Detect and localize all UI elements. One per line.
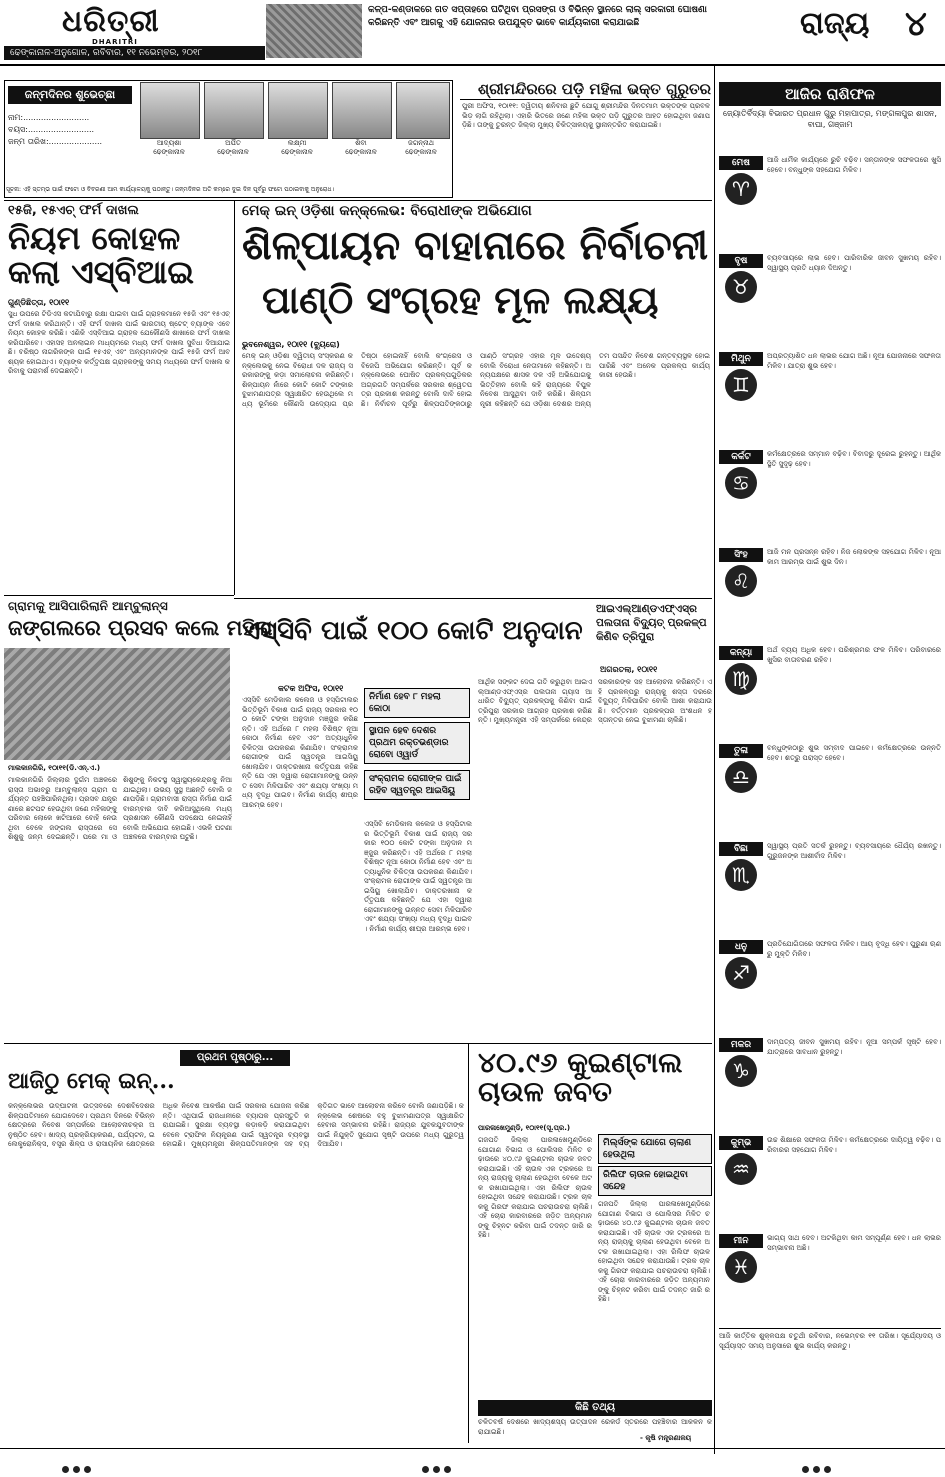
newspaper-logo: ଧରିତ୍ରୀ — [62, 4, 160, 39]
kid-photo — [268, 82, 328, 139]
page-number: ୪ — [905, 4, 927, 44]
rashi-name: ମେଷ — [719, 156, 763, 170]
rashi-name: ମିଥୁନ — [719, 352, 763, 366]
scb-highlight: ସ୍ଥାପନ ହେବ ଦେଶର ପ୍ରଥମ ରକ୍ତଭଣ୍ଡାର ରୋବୋ ଓ୍ୱାର୍ଡ — [364, 722, 470, 764]
rashi-name: ବୃଷ — [719, 254, 763, 268]
birthday-form — [8, 112, 134, 148]
facts-text: ଚଳିତବର୍ଷ ଦେଶରେ ଖାଦ୍ୟଶସ୍ୟ ଉତ୍ପାଦନ ରେକର୍ଡ ସ୍ତରରେ ପହଞ୍ଚିବାର ଆକଳନ କରାଯାଇଛି। — [478, 1418, 712, 1436]
lead-headline-line2: ପାଣ୍ଠି ସଂଗ୍ରହ ମୂଳ ଲକ୍ଷ୍ୟ — [262, 277, 659, 322]
divider — [234, 598, 712, 599]
divider — [460, 99, 710, 100]
temple-body: ପୁରୀ ଅଫିସ, ୧୦ା୧୧: ଦ୍ୱିତୀୟ ଶନିବାର ଛୁଟି ଯୋଗୁ ଶ୍ରୀମନ୍ଦିର ଦିନତମାମ ଭକ୍ତଙ୍କ ପ୍ରବଳ ଭିଡ଼ ଲାଗି ରହିଥିଲା। ଏହାରି ଭିତରେ ଜଣେ ମହିଳା ଭକ୍ତ ପଡ଼ି ଗୁରୁତର ଆହତ ହୋଇଥିବା ଜଣାପଡ଼ିଛି। ତାଙ୍କୁ ତୁରନ୍ତ ଜିଲ୍ଲା ମୁଖ୍ୟ ଚିକିତ୍ସାଳୟକୁ ସ୍ଥାନାନ୍ତରିତ କରାଯାଇଛି। — [462, 102, 710, 129]
rashi-name: ବିଛା — [719, 842, 763, 856]
rashi-sagittarius — [719, 940, 941, 1032]
rashi-text: ଆଜି ଧାର୍ମିକ କାର୍ଯ୍ୟରେ ରୁଚି ବଢ଼ିବ। ସନ୍ତାନଙ୍କ ସଫଳତାରେ ଖୁସି ହେବେ। ବନ୍ଧୁଙ୍କ ସହଯୋଗ ମିଳିବ। — [767, 156, 941, 174]
panjika-text: ଆଜି କାର୍ତ୍ତିକ ଶୁକ୍ଳପକ୍ଷ ଚତୁର୍ଥୀ ରବିବାର, ନଭେମ୍ବର ୧୧ ତାରିଖ। ସୂର୍ଯ୍ୟୋଦୟ ଓ ସୂର୍ଯ୍ୟାସ୍ତ ସମୟ ଅନୁସାରେ ଶୁଭ କାର୍ଯ୍ୟ କରନ୍ତୁ। — [719, 1332, 941, 1350]
aquarius-icon: ♒ — [725, 1153, 757, 1185]
lead-kicker: ମେକ୍ ଇନ୍ ଓଡ଼ିଶା କନ୍‌କ୍ଲେଭ: ବିରୋଧୀଙ୍କ ଅଭିଯୋଗ — [242, 203, 532, 219]
lead-headline-line1: ଶିଳ୍ପାୟନ ବାହାନାରେ ନିର୍ବାଚନୀ — [242, 222, 709, 269]
rashi-name: କନ୍ୟା — [719, 646, 763, 660]
rice-headline: ୪୦.୯୬ କୁଇଣ୍ଟାଲ ଚାଉଳ ଜବତ — [478, 1046, 683, 1109]
rashi-name: ମକର — [719, 1038, 763, 1052]
rashi-name: କର୍କଟ — [719, 450, 763, 464]
divider — [4, 595, 234, 596]
rashi-text: ଆଜି ମନ ପ୍ରସନ୍ନ ରହିବ। ନିଜ ଲୋକଙ୍କ ସହଯୋଗ ମିଳିବ। ନୂଆ କାମ ଆରମ୍ଭ ପାଇଁ ଶୁଭ ଦିନ। — [767, 548, 941, 566]
rashi-text: ବନ୍ଧୁଙ୍କଠାରୁ ଶୁଭ ସମ୍ବାଦ ପାଇବେ। କର୍ମକ୍ଷେତ୍ରରେ ଉନ୍ନତି ହେବ। ଶତ୍ରୁ ପରାସ୍ତ ହେବେ। — [767, 744, 941, 762]
capricorn-icon: ♑ — [725, 1055, 757, 1087]
rashi-pisces — [719, 1234, 941, 1326]
rice-byline: ପାରଳାଖେମୁଣ୍ଡି, ୧୦ା୧୧(ସୂ.ପ୍ର.) — [478, 1124, 571, 1132]
cancer-icon: ♋ — [725, 467, 757, 499]
dot-icon — [802, 1466, 809, 1473]
rashi-name: ମୀନ — [719, 1234, 763, 1248]
rice-highlight: ରିଲିଫ ଚାଉଳ ହୋଇଥିବା ସନ୍ଦେହ — [598, 1166, 712, 1196]
rashi-aries — [719, 156, 941, 248]
dot-icon — [444, 1466, 451, 1473]
kid-caption: ଲକ୍ଷ୍ମୀ ଢେଙ୍କାନାଳ — [281, 139, 313, 156]
dot-icon — [84, 1466, 91, 1473]
divider — [714, 64, 715, 1454]
scorpio-icon: ♏ — [725, 859, 757, 891]
delivery-photo — [4, 648, 230, 760]
dot-icon — [62, 1466, 69, 1473]
rashi-name: କୁମ୍ଭ — [719, 1136, 763, 1150]
delivery-headline: ଜଙ୍ଗଲରେ ପ୍ରସବ କଲେ ମହିଳା — [8, 615, 273, 640]
kid-caption: ଶିବା ଢେଙ୍କାନାଳ — [345, 139, 377, 156]
rashi-gemini — [719, 352, 941, 444]
sbi-byline: ଗୁଣ୍ଡିଛିତ୍ତା, ୧୦ା୧୧ — [8, 298, 70, 307]
facts-title: କିଛି ତଥ୍ୟ — [478, 1400, 712, 1416]
rashi-capricorn — [719, 1038, 941, 1130]
taurus-icon: ♉ — [725, 271, 757, 303]
rice-body: ଗଜପତି ଜିଲ୍ଲା ପାରଳାଖେମୁଣ୍ଡିରେ ଯୋଗାଣ ବିଭାଗ ଓ ପୋଲିସର ମିଳିତ ଚଢ଼ାଉରେ ୪୦.୯୬ କୁଇଣ୍ଟାଲ ଚାଉଳ ଜବତ କରାଯାଇଛି। ଏହି ଚାଉଳ ଏକ ଟ୍ରକରେ ଅନ୍ୟ ରାଜ୍ୟକୁ ଚାଲାଣ ହେଉଥିବା ବେଳେ ଅଟକ ରଖାଯାଇଥିଲା। ଏହା ରିଲିଫ ଚାଉଳ ହୋଇଥିବା ସନ୍ଦେହ କରାଯାଉଛି। ଟ୍ରକ ଚାଳକକୁ ଗିରଫ କରାଯାଇ ପଚରାଉଚରା ଚାଲିଛି। ଏହି ଚୋରା କାରବାରରେ ଜଡ଼ିତ ଅନ୍ୟମାନଙ୍କୁ ଚିହ୍ନଟ କରିବା ପାଇଁ ତଦନ୍ତ ଜାରି ରହିଛି। — [478, 1136, 592, 1239]
dot-icon — [422, 1466, 429, 1473]
dateline: ଢେଙ୍କାନାଳ-ଅନୁଗୋଳ, ରବିବାର, ୧୧ ନଭେମ୍ବର, ୨୦୧୮ — [4, 46, 265, 60]
delivery-kicker: ଗ୍ରାମକୁ ଆସିପାରିଲାନି ଆମ୍ବୁଲାନ୍ସ — [8, 599, 168, 613]
kid-photo — [332, 82, 392, 139]
footer-dots — [800, 1458, 833, 1477]
kid-photo — [396, 82, 450, 139]
scb-highlight: ନିର୍ମାଣ ହେବ ୮ ମହଲା କୋଠା — [364, 688, 470, 718]
rashi-virgo — [719, 646, 941, 738]
footer-dots — [420, 1458, 453, 1477]
rashi-text: ପ୍ରତିଯୋଗିତାରେ ସଫଳତା ମିଳିବ। ଆୟ ବୃଦ୍ଧି ହେବ। ପୁରୁଣା ଋଣରୁ ମୁକ୍ତି ମିଳିବ। — [767, 940, 941, 958]
temple-headline: ଶ୍ରୀମନ୍ଦିରରେ ପଡ଼ି ମହିଳା ଭକ୍ତ ଗୁରୁତର — [478, 80, 712, 98]
divider — [234, 200, 235, 595]
rashifal-title: ଆଜିର ରାଶିଫଳ — [719, 82, 941, 106]
delivery-body: ମାଲକାନଗିରି ଜିଲ୍ଲାର ଦୁର୍ଗମ ଅଞ୍ଚଳରେ ରାସ୍ତା ଅଭାବରୁ ଆମ୍ବୁଲାନ୍ସ ଗ୍ରାମ ପର୍ଯ୍ୟନ୍ତ ପହଞ୍ଚିପାରିନଥିଲା। ପ୍ରସବ ଯନ୍ତ୍ରଣାରେ ଛଟପଟ ହେଉଥିବା ଜଣେ ମହିଳାଙ୍କୁ ପରିବାର ଲୋକେ ଖଟିଆରେ ବୋହି ନେଉଥିବା ବେଳେ ଜଙ୍ଗଲ ରାସ୍ତାରେ ସେ ଶିଶୁକୁ ଜନ୍ମ ଦେଇଛନ୍ତି। ପରେ ମା ଓ ଶିଶୁଙ୍କୁ ନିକଟସ୍ଥ ସ୍ୱାସ୍ଥ୍ୟକେନ୍ଦ୍ରକୁ ନିଆଯାଇଥିଲା। ଉଭୟ ସୁସ୍ଥ ଅଛନ୍ତି ବୋଲି ଜଣାପଡ଼ିଛି। ଗ୍ରାମବାସୀ ରାସ୍ତା ନିର୍ମାଣ ପାଇଁ ବାରମ୍ବାର ଦାବି କରିଆସୁଥିଲେ ମଧ୍ୟ ପ୍ରଶାସନ କୌଣସି ପଦକ୍ଷେପ ନେଇନାହିଁ ବୋଲି ଅଭିଯୋଗ ହୋଇଛି। ଏଭଳି ଘଟଣା ଅଞ୍ଚଳରେ ବାରମ୍ବାର ଘଟୁଛି। — [8, 776, 232, 841]
divider — [4, 1043, 712, 1044]
rashi-text: ଦାମ୍ପତ୍ୟ ଜୀବନ ସୁଖମୟ ରହିବ। ନୂଆ ସମ୍ପର୍କ ସୃଷ୍ଟି ହେବ। ଯାତ୍ରାରେ ସାବଧାନ ରୁହନ୍ତୁ। — [767, 1038, 941, 1056]
virgo-icon: ♍ — [725, 663, 757, 695]
rashi-name: ତୁଳା — [719, 744, 763, 758]
birthday-footnote: ସୂଚନା: ଏହି ସ୍ତମ୍ଭ ପାଇଁ ଫଟୋ ଓ ବିବରଣୀ ଆମ କାର୍ଯ୍ୟାଳୟକୁ ପଠାନ୍ତୁ। ଜନ୍ମଦିନର ଅତି କମ୍‌ରେ ଦୁଇ ଦିନ ପୂର୍ବରୁ ଫଟୋ ପଠାଇବାକୁ ଅନୁରୋଧ। — [6, 186, 335, 193]
sbi-kicker: ୧୫ଜି, ୧୫ଏଚ୍ ଫର୍ମ ଦାଖଲ — [8, 203, 139, 218]
scb-body: ଏସ୍‌ସିବି ମେଡିକାଲ କଲେଜ ଓ ହସ୍ପିଟାଲର ଭିତ୍ତିଭୂମି ବିକାଶ ପାଇଁ ରାଜ୍ୟ ସରକାର ୧୦୦ କୋଟି ଟଙ୍କା ଅନୁଦାନ ମଞ୍ଜୁର କରିଛନ୍ତି। ଏହି ଅର୍ଥରେ ୮ ମହଲା ବିଶିଷ୍ଟ ନୂଆ କୋଠା ନିର୍ମାଣ ହେବ ଏବଂ ଅତ୍ୟାଧୁନିକ ଚିକିତ୍ସା ଉପକରଣ କିଣାଯିବ। ସଂକ୍ରାମକ ରୋଗୀଙ୍କ ପାଇଁ ସ୍ୱତନ୍ତ୍ର ଆଇସିୟୁ ଖୋଲାଯିବ। ଡାକ୍ତରଖାନା କର୍ତ୍ତୃପକ୍ଷ କହିଛନ୍ତି ଯେ ଏହା ଦ୍ୱାରା ରୋଗୀମାନଙ୍କୁ ଉନ୍ନତ ସେବା ମିଳିପାରିବ ଏବଂ ଶଯ୍ୟା ସଂଖ୍ୟା ମଧ୍ୟ ବୃଦ୍ଧି ପାଇବ। ନିର୍ମାଣ କାର୍ଯ୍ୟ ଶୀଘ୍ର ଆରମ୍ଭ ହେବ। — [242, 696, 358, 809]
aries-icon: ♈ — [725, 173, 757, 205]
kid-caption: ଅର୍ପିତ ଢେଙ୍କାନାଳ — [217, 139, 249, 156]
top-brief: କଳ୍ପ-କଣ୍ଡାକରେ ଗତ ସପ୍ତାହରେ ଘଟିଥିବା ପ୍ରସଙ୍ଗ ଓ ବିଭିନ୍ନ ସ୍ଥାନରେ ଲାଲ୍ ସରକାରୀ ଘୋଷଣା କରିଛନ୍ତି ଏବଂ ଆଗକୁ ଏହି ଯୋଜନାର ଉପଯୁକ୍ତ ଭାବେ କାର୍ଯ୍ୟକାରୀ କରାଯାଇଛି — [368, 5, 707, 28]
rashi-aquarius — [719, 1136, 941, 1228]
sbi-headline: ନିୟମ କୋହଳ କଲା ଏସ୍‌ବିଆଇ — [8, 219, 194, 291]
divider — [719, 1328, 941, 1329]
kid-caption: ଆଦ୍ୟଶା ଢେଙ୍କାନାଳ — [153, 139, 185, 156]
continued-headline: ଆଜିଠୁ ମେକ୍ ଇନ୍... — [8, 1068, 175, 1094]
rashi-text: ଉଚ୍ଚ ଶିକ୍ଷାରେ ସଫଳତା ମିଳିବ। କର୍ମକ୍ଷେତ୍ରରେ ଦାୟିତ୍ୱ ବଢ଼ିବ। ପରିବାରର ସହଯୋଗ ମିଳିବ। — [767, 1136, 941, 1154]
scb-headline: ଏସ୍‌ସିବି ପାଇଁ ୧୦୦ କୋଟି ଅନୁଦାନ — [242, 616, 583, 646]
footer-rule — [0, 1448, 945, 1449]
power-body: ଆର୍ଥିକ ସଙ୍କଟ ଦେଇ ଗତି କରୁଥିବା ଆଇଏଲ୍‌ଆଣ୍ଡଏଫ୍‌ଏସ୍‌ର ପଲତାନା ଗ୍ୟାସ ଆଧାରିତ ବିଦ୍ୟୁତ୍ ପ୍ରକଳ୍ପକୁ କିଣିବା ପାଇଁ ତ୍ରିପୁରା ସରକାର ଆଗ୍ରହ ପ୍ରକାଶ କରିଛନ୍ତି। ମୁଖ୍ୟମନ୍ତ୍ରୀ ଏହି ସମ୍ପର୍କରେ କେନ୍ଦ୍ର ସରକାରଙ୍କ ସହ ଆଲୋଚନା କରିଛନ୍ତି। ଏହି ପ୍ରକଳ୍ପରୁ ରାଜ୍ୟକୁ ଶସ୍ତା ଦରରେ ବିଦ୍ୟୁତ୍ ମିଳିପାରିବ ବୋଲି ଆଶା କରାଯାଉଛି। ବର୍ତ୍ତମାନ ପ୍ରକଳ୍ପର ଅଂଶଧନ ହସ୍ତାନ୍ତର ନେଇ ବୁଝାମଣା ଚାଲିଛି। — [478, 678, 712, 724]
scb-byline: କଟକ ଅଫିସ, ୧୦ା୧୧ — [278, 684, 344, 693]
sagittarius-icon: ♐ — [725, 957, 757, 989]
rashi-name: ସିଂହ — [719, 548, 763, 562]
power-headline: ଆଇଏଲ୍‌ଆଣ୍ଡଏଫ୍‌ଏସ୍‌ର ପଲତାନା ବିଦ୍ୟୁତ୍ ପ୍ରକଳ୍ପ କିଣିବ ତ୍ରିପୁରା — [596, 603, 707, 643]
dot-icon — [433, 1466, 440, 1473]
kid-caption: ଜଗନ୍ନାଥ ଢେଙ୍କାନାଳ — [405, 139, 437, 156]
gemini-icon: ♊ — [725, 369, 757, 401]
rashi-libra — [719, 744, 941, 836]
libra-icon: ♎ — [725, 761, 757, 793]
rice-highlight: ମିଲ୍‌ର୍ସଙ୍କ ଯୋଗେ ଚାଲାଣ ହେଉଥିଲା — [598, 1134, 712, 1164]
rashi-text: ଭାଗ୍ୟ ସାଥ ଦେବ। ଅଟକିଥିବା କାମ ସମ୍ପୂର୍ଣ୍ଣ ହେବ। ଧନ ଲାଭର ସମ୍ଭାବନା ଅଛି। — [767, 1234, 941, 1252]
rashi-text: ଅପ୍ରତ୍ୟାଶିତ ଧନ ଲାଭର ଯୋଗ ଅଛି। ନୂଆ ଯୋଜନାରେ ସଫଳତା ମିଳିବ। ଯାତ୍ରା ଶୁଭ ହେବ। — [767, 352, 941, 370]
pisces-icon: ♓ — [725, 1251, 757, 1283]
rice-body-cont: ଗଜପତି ଜିଲ୍ଲା ପାରଳାଖେମୁଣ୍ଡିରେ ଯୋଗାଣ ବିଭାଗ ଓ ପୋଲିସର ମିଳିତ ଚଢ଼ାଉରେ ୪୦.୯୬ କୁଇଣ୍ଟାଲ ଚାଉଳ ଜବତ କରାଯାଇଛି। ଏହି ଚାଉଳ ଏକ ଟ୍ରକରେ ଅନ୍ୟ ରାଜ୍ୟକୁ ଚାଲାଣ ହେଉଥିବା ବେଳେ ଅଟକ ରଖାଯାଇଥିଲା। ଏହା ରିଲିଫ ଚାଉଳ ହୋଇଥିବା ସନ୍ଦେହ କରାଯାଉଛି। ଟ୍ରକ ଚାଳକକୁ ଗିରଫ କରାଯାଇ ପଚରାଉଚରା ଚାଲିଛି। ଏହି ଚୋରା କାରବାରରେ ଜଡ଼ିତ ଅନ୍ୟମାନଙ୍କୁ ଚିହ୍ନଟ କରିବା ପାଇଁ ତଦନ୍ତ ଜାରି ରହିଛି। — [598, 1200, 710, 1303]
lead-body: ମେକ୍ ଇନ୍ ଓଡ଼ିଶା ଦ୍ୱିତୀୟ ସଂସ୍କରଣ କନ୍‌କ୍ଲେଭକୁ ନେଇ ବିରୋଧୀ ଦଳ ରାଜ୍ୟ ସରକାରଙ୍କୁ କଡ଼ା ସମାଲୋଚନା କରିଛନ୍ତି। ଶିଳ୍ପାୟନ ନାଁରେ କୋଟି କୋଟି ଟଙ୍କାର ବୁଝାମଣାପତ୍ର ସ୍ୱାକ୍ଷରିତ ହେଉଥିଲେ ମଧ୍ୟ ଭୂମିରେ କୌଣସି ଉଦ୍ୟୋଗ ପ୍ରତିଷ୍ଠା ହୋଇନାହିଁ ବୋଲି କଂଗ୍ରେସ ଓ ବିଜେପି ଅଭିଯୋଗ କରିଛନ୍ତି। ପୂର୍ବ କନ୍‌କ୍ଲେଭରେ ଘୋଷିତ ପ୍ରକଳ୍ପଗୁଡ଼ିକର ଅଗ୍ରଗତି ସମ୍ପର୍କରେ ସରକାର ଶ୍ୱେତପତ୍ର ପ୍ରକାଶ କରନ୍ତୁ ବୋଲି ଦାବି ହୋଇଛି। ନିର୍ବାଚନ ପୂର୍ବରୁ ଶିଳ୍ପପତିଙ୍କଠାରୁ ପାଣ୍ଠି ସଂଗ୍ରହ ଏହାର ମୂଳ ଉଦ୍ଦେଶ୍ୟ ବୋଲି ବିରୋଧୀ ନେତାମାନେ କହିଛନ୍ତି। ଅନ୍ୟପକ୍ଷରେ ଶାସକ ଦଳ ଏହି ଅଭିଯୋଗକୁ ଭିତ୍ତିହୀନ ବୋଲି କହି ରାଜ୍ୟରେ ବିପୁଳ ନିବେଶ ଆସୁଥିବା ଦାବି କରିଛି। ଶିଳ୍ପମନ୍ତ୍ରୀ କହିଛନ୍ତି ଯେ ଓଡ଼ିଶା ଦେଶର ଅନ୍ୟତମ ପସନ୍ଦିତ ନିବେଶ ଗନ୍ତବ୍ୟସ୍ଥଳ ହୋଇପାରିଛି ଏବଂ ଅନେକ ପ୍ରକଳ୍ପ କାର୍ଯ୍ୟକାରୀ ହେଉଛି। — [242, 352, 710, 408]
newspaper-logo-latin: DHARITRI — [92, 38, 138, 46]
scb-body-cont: ଏସ୍‌ସିବି ମେଡିକାଲ କଲେଜ ଓ ହସ୍ପିଟାଲର ଭିତ୍ତିଭୂମି ବିକାଶ ପାଇଁ ରାଜ୍ୟ ସରକାର ୧୦୦ କୋଟି ଟଙ୍କା ଅନୁଦାନ ମଞ୍ଜୁର କରିଛନ୍ତି। ଏହି ଅର୍ଥରେ ୮ ମହଲା ବିଶିଷ୍ଟ ନୂଆ କୋଠା ନିର୍ମାଣ ହେବ ଏବଂ ଅତ୍ୟାଧୁନିକ ଚିକିତ୍ସା ଉପକରଣ କିଣାଯିବ। ସଂକ୍ରାମକ ରୋଗୀଙ୍କ ପାଇଁ ସ୍ୱତନ୍ତ୍ର ଆଇସିୟୁ ଖୋଲାଯିବ। ଡାକ୍ତରଖାନା କର୍ତ୍ତୃପକ୍ଷ କହିଛନ୍ତି ଯେ ଏହା ଦ୍ୱାରା ରୋଗୀମାନଙ୍କୁ ଉନ୍ନତ ସେବା ମିଳିପାରିବ ଏବଂ ଶଯ୍ୟା ସଂଖ୍ୟା ମଧ୍ୟ ବୃଦ୍ଧି ପାଇବ। ନିର୍ମାଣ କାର୍ଯ୍ୟ ଶୀଘ୍ର ଆରମ୍ଭ ହେବ। — [364, 820, 472, 933]
rashi-cancer — [719, 450, 941, 542]
rashi-scorpio — [719, 842, 941, 934]
rashi-text: ବ୍ୟବସାୟରେ ଲାଭ ହେବ। ପାରିବାରିକ ଜୀବନ ସୁଖମୟ ରହିବ। ସ୍ୱାସ୍ଥ୍ୟ ପ୍ରତି ଧ୍ୟାନ ଦିଅନ୍ତୁ। — [767, 254, 941, 272]
dot-icon — [73, 1466, 80, 1473]
form-line: ବୟସ:.......................... — [8, 125, 95, 134]
brief-photo — [266, 4, 362, 58]
birthday-title: ଜନ୍ମଦିନର ଶୁଭେଚ୍ଛା — [8, 86, 132, 104]
lead-byline: ଭୁବନେଶ୍ୱର, ୧୦ା୧୧ (ବ୍ୟୁରୋ) — [242, 340, 340, 349]
divider — [4, 200, 712, 201]
dot-icon — [813, 1466, 820, 1473]
kid-photo — [204, 82, 264, 139]
leo-icon: ♌ — [725, 565, 757, 597]
dot-icon — [824, 1466, 831, 1473]
sbi-body: ସୁଧ ଉପରେ ଟିଡିଏସ କଟାଯିବାରୁ ରକ୍ଷା ପାଇବା ପାଇଁ ଗ୍ରାହକମାନେ ୧୫ଜି ଏବଂ ୧୫ଏଚ୍ ଫର୍ମ ଦାଖଲ କରିଥାନ୍ତି। ଏହି ଫର୍ମ ଦାଖଲ ପାଇଁ ଭାରତୀୟ ଷ୍ଟେଟ୍ ବ୍ୟାଙ୍କ ଏବେ ନିୟମ କୋହଳ କରିଛି। ଏଣିକି ଏସ୍‌ବିଆଇ ଗ୍ରାହକ ଯେକୌଣସି ଶାଖାରେ ଫର୍ମ ଦାଖଲ କରିପାରିବେ। ଏହାସହ ଅନଲାଇନ ମାଧ୍ୟମରେ ମଧ୍ୟ ଫର୍ମ ଦାଖଲ ସୁବିଧା ଦିଆଯାଇଛି। ବରିଷ୍ଠ ନାଗରିକଙ୍କ ପାଇଁ ୧୫ଏଚ୍ ଏବଂ ଅନ୍ୟମାନଙ୍କ ପାଇଁ ୧୫ଜି ଫର୍ମ ଆବଶ୍ୟକ ହୋଇଥାଏ। ବ୍ୟାଙ୍କ କର୍ତ୍ତୃପକ୍ଷ ଗ୍ରାହକଙ୍କୁ ସମୟ ମଧ୍ୟରେ ଫର୍ମ ଦାଖଲ କରିବାକୁ ପରାମର୍ଶ ଦେଇଛନ୍ତି। — [8, 310, 230, 375]
scb-highlight: ସଂକ୍ରାମକ ରୋଗୀଙ୍କ ପାଇଁ ରହିବ ସ୍ୱତନ୍ତ୍ର ଆଇସିୟୁ — [364, 770, 470, 800]
section-title: ରାଜ୍ୟ — [800, 6, 870, 41]
rashi-text: ସ୍ୱାସ୍ଥ୍ୟ ପ୍ରତି ସତର୍କ ରୁହନ୍ତୁ। ବ୍ୟବସାୟରେ ଧୈର୍ଯ୍ୟ ରଖନ୍ତୁ। ଗୁରୁଜନଙ୍କ ଆଶୀର୍ବାଦ ମିଳିବ। — [767, 842, 941, 860]
rashi-text: ଅର୍ଥ ବ୍ୟୟ ଅଧିକ ହେବ। ପରିଶ୍ରମର ଫଳ ମିଳିବ। ପରିବାରରେ ଖୁସିର ବାତାବରଣ ରହିବ। — [767, 646, 941, 664]
rashi-leo — [719, 548, 941, 640]
rashi-name: ଧନୁ — [719, 940, 763, 954]
continued-tag: ପ୍ରଥମ ପୃଷ୍ଠାରୁ... — [180, 1050, 290, 1066]
power-byline: ଅଗରତଲା, ୧୦ା୧୧ — [600, 665, 658, 674]
form-line: ନାମ:.......................... — [8, 113, 90, 122]
kid-photo — [140, 82, 200, 139]
form-line: ଜନ୍ମ ତାରିଖ:..................... — [8, 137, 103, 146]
facts-source: - କୃଷି ମନ୍ତ୍ରଣାଳୟ — [640, 1434, 692, 1442]
delivery-byline: ମାଲକାନଗିରି, ୧୦ା୧୧(ଡି.ଏନ୍.ଏ.) — [8, 764, 101, 772]
rashi-taurus — [719, 254, 941, 346]
continued-body: କନ୍‌କ୍ଲେଭର ଉଦ୍‌ଘାଟନୀ ଉତ୍ସବରେ ଦେଶବିଦେଶର ଶିଳ୍ପପତିମାନେ ଯୋଗଦେବେ। ପ୍ରଥମ ଦିନରେ ବିଭିନ୍ନ କ୍ଷେତ୍ରରେ ନିବେଶ ସମ୍ପର୍କରେ ଆଲୋଚନାଚକ୍ର ଅନୁଷ୍ଠିତ ହେବ। ଖାଦ୍ୟ ପ୍ରକ୍ରିୟାକରଣ, ପର୍ଯ୍ୟଟନ, ଇଲେକ୍ଟ୍ରୋନିକ୍ସ, ବସ୍ତ୍ର ଶିଳ୍ପ ଓ ରାସାୟନିକ କ୍ଷେତ୍ରରେ ଅଧିକ ନିବେଶ ଆକର୍ଷଣ ପାଇଁ ସରକାର ଯୋଜନା କରିଛନ୍ତି। ଏଥିପାଇଁ ରାଜଧାନୀରେ ବ୍ୟାପକ ପ୍ରସ୍ତୁତି କରାଯାଇଛି। ସୁରକ୍ଷା ବ୍ୟବସ୍ଥା କଡ଼ାକଡ଼ି କରାଯାଇଥିବା ବେଳେ ଟ୍ରାଫିକ ନିୟନ୍ତ୍ରଣ ପାଇଁ ସ୍ୱତନ୍ତ୍ର ବ୍ୟବସ୍ଥା ହୋଇଛି। ମୁଖ୍ୟମନ୍ତ୍ରୀ ଶିଳ୍ପପତିମାନଙ୍କ ସହ ବ୍ୟକ୍ତିଗତ ଭାବେ ଆଲୋଚନା କରିବେ ବୋଲି ଜଣାପଡ଼ିଛି। କନ୍‌କ୍ଲେଭ ଶେଷରେ ବହୁ ବୁଝାମଣାପତ୍ର ସ୍ୱାକ୍ଷରିତ ହେବାର ସମ୍ଭାବନା ରହିଛି। ରାଜ୍ୟର ଯୁବକଯୁବତୀଙ୍କ ପାଇଁ ନିଯୁକ୍ତି ସୁଯୋଗ ସୃଷ୍ଟି ଉପରେ ମଧ୍ୟ ଗୁରୁତ୍ୱ ଦିଆଯିବ। — [8, 1102, 464, 1148]
rashi-text: କର୍ମକ୍ଷେତ୍ରରେ ସମ୍ମାନ ବଢ଼ିବ। ବିବାଦରୁ ଦୂରେଇ ରୁହନ୍ତୁ। ଆର୍ଥିକ ସ୍ଥିତି ସୁଦୃଢ଼ ହେବ। — [767, 450, 941, 468]
astrologer-name: ଜ୍ୟୋତିର୍ବିଦ୍ୟା ବିଭାରତ ପ୍ରଧାନ ଗୁରୁ ମହାପାତ୍ର, ମଙ୍ଗଳାପୁର ଶାସନ, ବାଘା, ଗଞ୍ଜାମ — [723, 109, 937, 129]
footer-dots — [60, 1458, 93, 1477]
divider — [468, 1043, 469, 1443]
